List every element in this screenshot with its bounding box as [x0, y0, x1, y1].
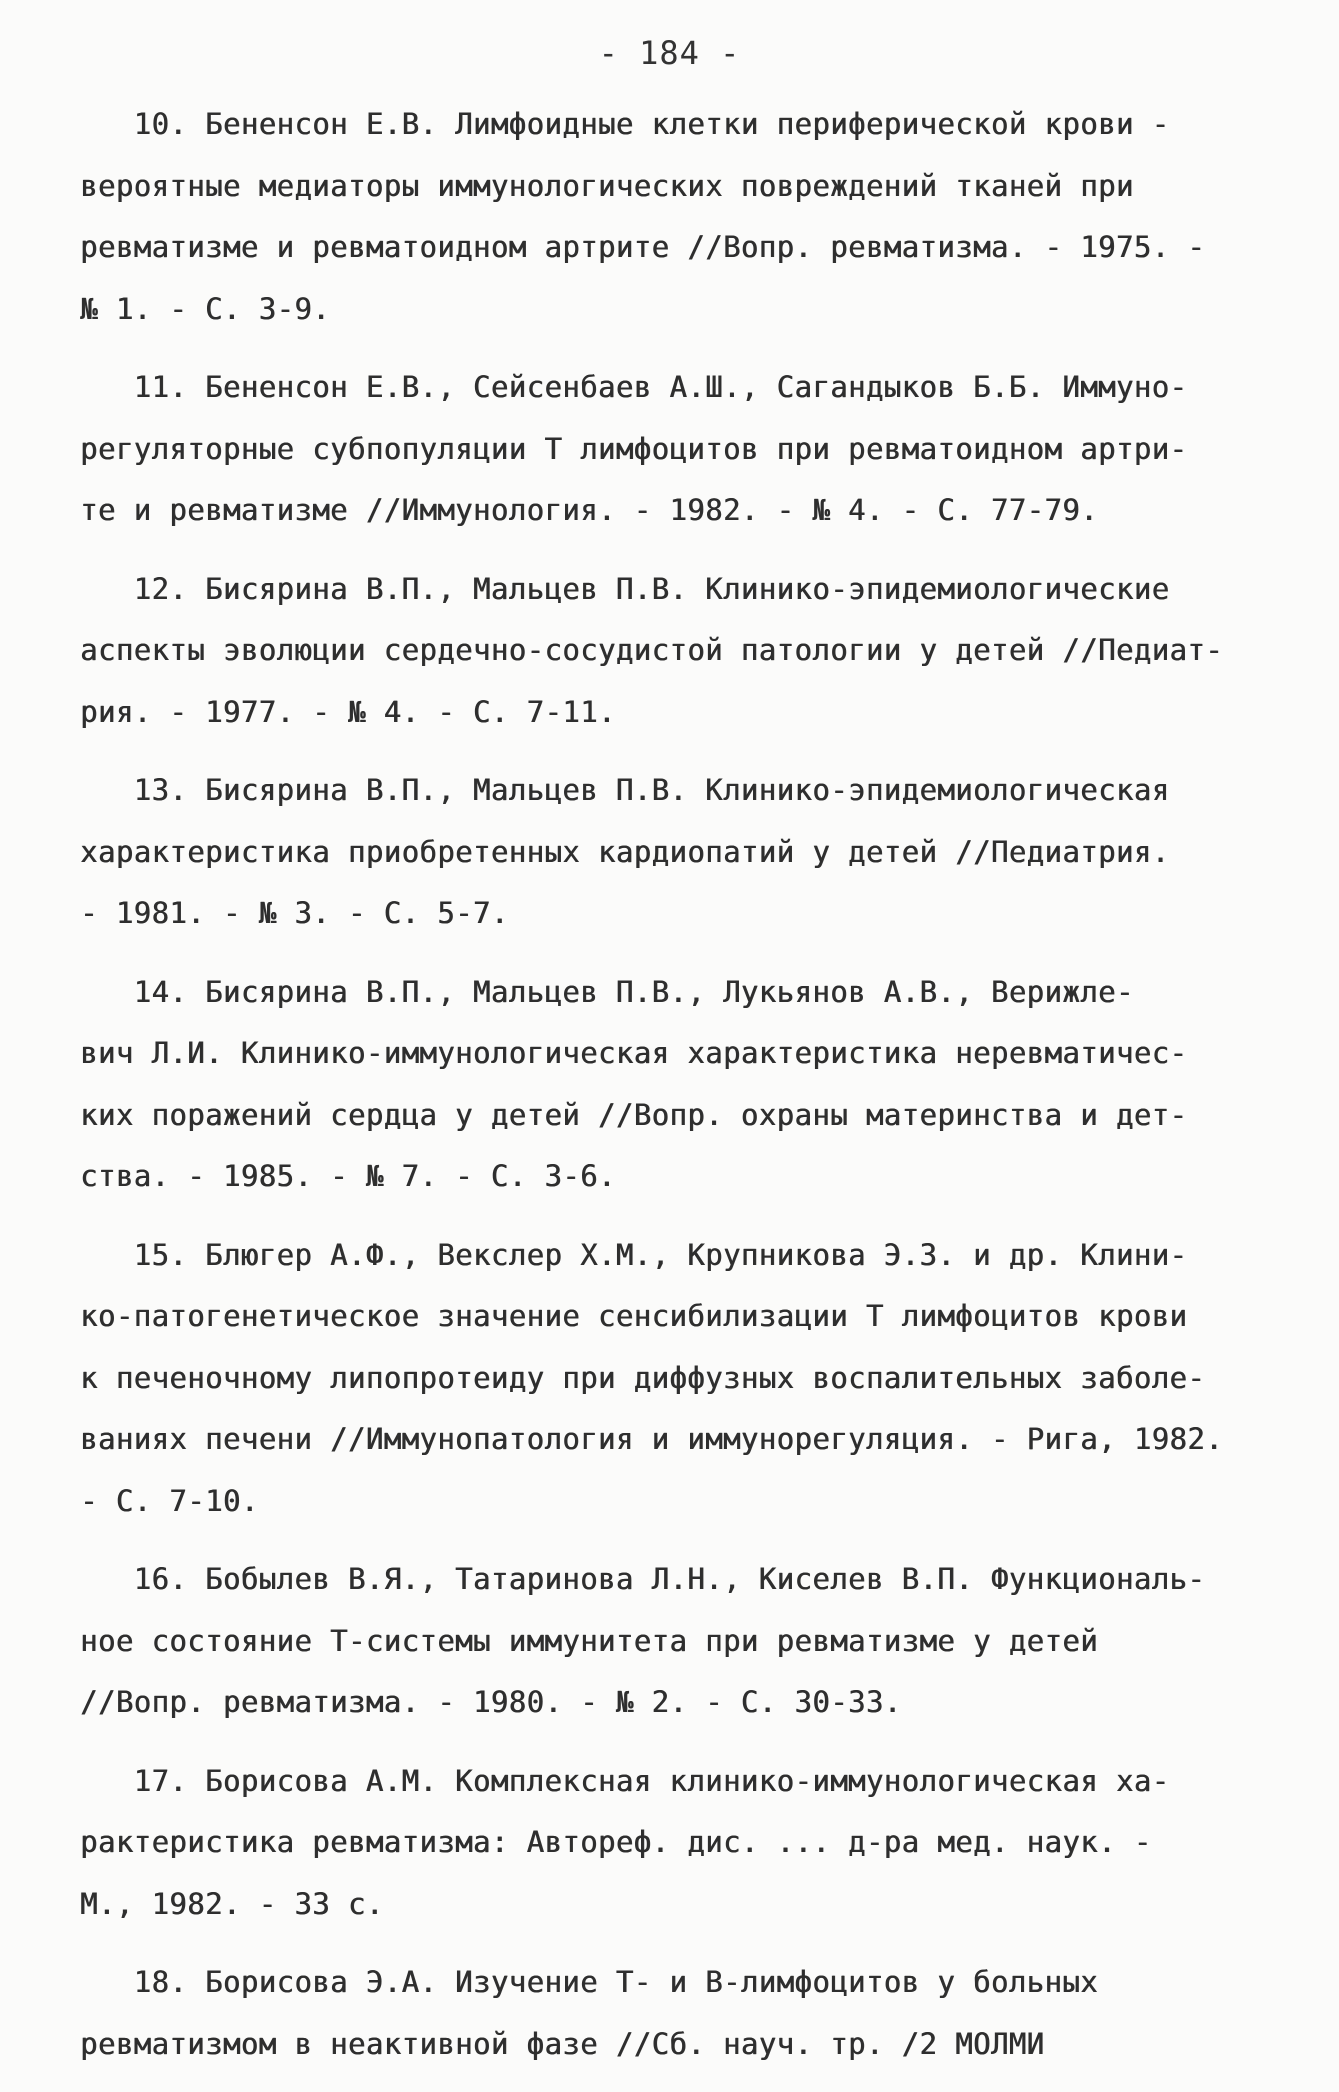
reference-line: ревматизмом в неактивной фазе //Сб. науч. тр. /2 МОЛМИ — [80, 2026, 1045, 2061]
reference-line: 18. Борисова Э.А. Изучение Т- и В-лимфоцитов у больных — [80, 1965, 1098, 1999]
reference-line: 13. Бисярина В.П., Мальцев П.В. Клинико-эпидемиологическая — [80, 773, 1170, 807]
reference-entry-18 — [80, 1952, 1270, 2075]
page-number: - 184 - — [598, 34, 741, 72]
reference-line: //Вопр. ревматизма. - 1980. - № 2. - С. 30-33. — [80, 1685, 902, 1719]
reference-line: № 1. - С. 3-9. — [80, 291, 331, 326]
reference-entry-10 — [80, 94, 1270, 340]
reference-line: вероятные медиаторы иммунологических повреждений тканей при — [80, 168, 1134, 203]
reference-line: вич Л.И. Клинико-иммунологическая характеристика неревматичес- — [80, 1036, 1188, 1070]
reference-line: 14. Бисярина В.П., Мальцев П.В., Лукьянов А.В., Верижле- — [80, 974, 1134, 1009]
reference-line: 17. Борисова А.М. Комплексная клинико-иммунологическая ха- — [80, 1763, 1170, 1798]
reference-line: ное состояние Т-системы иммунитета при ревматизме у детей — [80, 1623, 1098, 1658]
reference-line: 12. Бисярина В.П., Мальцев П.В. Клинико-эпидемиологические — [80, 571, 1170, 606]
reference-entry-15 — [80, 1225, 1270, 1533]
reference-line: регуляторные субпопуляции Т лимфоцитов при ревматоидном артри- — [80, 431, 1188, 466]
reference-line: рия. - 1977. - № 4. - С. 7-11. — [80, 694, 616, 729]
reference-line: рактеристика ревматизма: Автореф. дис. ... д-ра мед. наук. - — [80, 1825, 1152, 1859]
reference-line: 15. Блюгер А.Ф., Векслер Х.М., Крупникова Э.З. и др. Клини- — [80, 1237, 1188, 1272]
reference-line: ко-патогенетическое значение сенсибилизации Т лимфоцитов крови — [80, 1299, 1188, 1333]
reference-line: 10. Бененсон Е.В. Лимфоидные клетки периферической крови - — [80, 107, 1170, 141]
reference-line: - С. 7-10. — [80, 1483, 259, 1518]
reference-line: М., 1982. - 33 с. — [80, 1886, 384, 1921]
reference-line: те и ревматизме //Иммунология. - 1982. - № 4. - С. 77-79. — [80, 493, 1098, 527]
reference-line: 11. Бененсон Е.В., Сейсенбаев А.Ш., Сагандыков Б.Б. Иммуно- — [80, 370, 1188, 404]
reference-entry-11 — [80, 357, 1270, 542]
reference-line: ревматизме и ревматоидном артрите //Вопр. ревматизма. - 1975. - — [80, 230, 1206, 264]
reference-line: ства. - 1985. - № 7. - С. 3-6. — [80, 1159, 616, 1193]
reference-entry-17 — [80, 1751, 1270, 1936]
reference-line: - 1981. - № 3. - С. 5-7. — [80, 896, 509, 930]
reference-line: характеристика приобретенных кардиопатий у детей //Педиатрия. — [80, 834, 1170, 869]
reference-entry-14 — [80, 962, 1270, 1208]
reference-line: 16. Бобылев В.Я., Татаринова Л.Н., Киселев В.П. Функциональ- — [80, 1562, 1206, 1596]
reference-line: ваниях печени //Иммунопатология и иммунорегуляция. - Рига, 1982. — [80, 1422, 1224, 1456]
reference-list — [80, 94, 1270, 2092]
reference-entry-13 — [80, 760, 1270, 945]
reference-entry-16 — [80, 1549, 1270, 1734]
reference-entry-12 — [80, 559, 1270, 744]
reference-line: аспекты эволюции сердечно-сосудистой патологии у детей //Педиат- — [80, 633, 1224, 667]
reference-line: ких поражений сердца у детей //Вопр. охраны материнства и дет- — [80, 1097, 1188, 1132]
reference-line: к печеночному липопротеиду при диффузных воспалительных заболе- — [80, 1360, 1206, 1395]
